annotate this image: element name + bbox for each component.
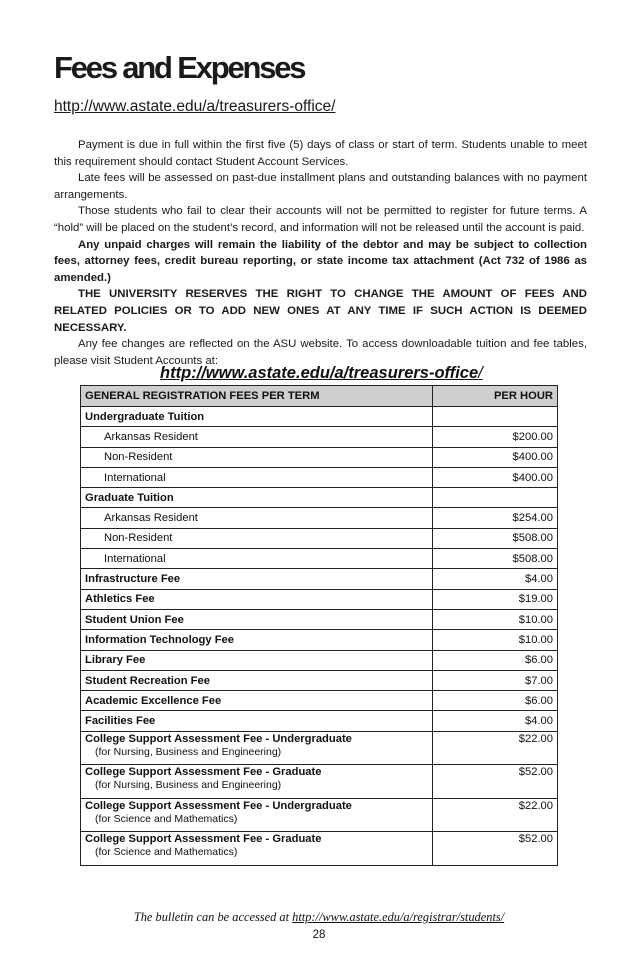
registrar-link[interactable]: http://www.astate.edu/a/registrar/students/ [292,910,505,924]
fee-label: College Support Assessment Fee - Undergraduate [85,799,352,812]
fee-label-cell: International [81,467,433,487]
table-row [81,798,558,832]
fee-label-cell: Academic Excellence Fee [81,691,433,711]
student-accounts-link[interactable] [160,364,483,383]
fee-amount-cell: $508.00 [433,549,558,569]
fee-amount-cell: $52.00 [433,832,558,866]
fee-label-cell: Library Fee [81,650,433,670]
footer-prefix: The bulletin can be accessed at [133,910,293,924]
fee-label-cell: Infrastructure Fee [81,569,433,589]
fee-amount-cell: $10.00 [433,630,558,650]
reserves-right-paragraph: THE UNIVERSITY RESERVES THE RIGHT TO CHANGE THE AMOUNT OF FEES AND RELATED POLICIES OR TO ADD NEW ONES AT ANY TIME IF SUCH ACTION IS DEEMED NECESSARY. [54,288,587,334]
fee-label: College Support Assessment Fee - Graduate [85,766,322,779]
table-row [81,407,558,427]
fee-amount-cell: $4.00 [433,711,558,731]
treasurers-office-link[interactable]: http://www.astate.edu/a/treasurers-office/ [54,98,336,115]
fee-amount-cell: $6.00 [433,650,558,670]
fee-label-cell: Non-Resident [81,447,433,467]
table-row [81,447,558,467]
fee-amount-cell: $10.00 [433,609,558,629]
table-row [81,731,558,765]
hold-paragraph: Those students who fail to clear their accounts will not be permitted to register for future terms. A “hold” will be placed on the student’s record, and information will not be released until the account is paid. [54,205,587,234]
late-fees-paragraph: Late fees will be assessed on past-due installment plans and outstanding balances with no payment arrangements. [54,172,587,201]
fee-amount-cell: $22.00 [433,731,558,765]
table-row [81,488,558,508]
fee-amount-cell: $7.00 [433,670,558,690]
fees-table [80,385,558,866]
policy-text [54,137,587,369]
table-row [81,650,558,670]
header-amount: PER HOUR [433,386,558,407]
fee-amount-cell: $254.00 [433,508,558,528]
table-row [81,691,558,711]
fee-note: (for Nursing, Business and Engineering) [95,779,282,792]
table-row [81,589,558,609]
payment-due-paragraph: Payment is due in full within the first five (5) days of class or start of term. Students unable to meet this requirement should contact Student Account Services. [54,139,587,168]
fee-amount-cell [433,488,558,508]
fee-label-cell: Undergraduate Tuition [81,407,433,427]
page-title: Fees and Expenses [54,50,305,85]
fee-label-cell: Information Technology Fee [81,630,433,650]
student-accounts-link-text: http://www.astate.edu/a/treasurers-office [160,364,479,382]
fee-note: (for Nursing, Business and Engineering) [95,745,282,758]
fee-label-cell: International [81,549,433,569]
fee-amount-cell [433,407,558,427]
table-header-row [81,386,558,407]
fee-amount-cell: $6.00 [433,691,558,711]
table-row [81,508,558,528]
table-row [81,528,558,548]
fee-label-cell: Non-Resident [81,528,433,548]
fee-label-cell: Facilities Fee [81,711,433,731]
fee-label: College Support Assessment Fee - Graduate [85,833,322,846]
fee-amount-cell: $19.00 [433,589,558,609]
fee-amount-cell: $22.00 [433,798,558,832]
table-row [81,832,558,866]
fee-amount-cell: $400.00 [433,447,558,467]
fee-note: (for Science and Mathematics) [95,812,238,825]
table-row [81,467,558,487]
fee-label-cell [81,832,433,866]
table-row [81,569,558,589]
table-row [81,630,558,650]
fee-label-cell: Arkansas Resident [81,427,433,447]
fee-amount-cell: $400.00 [433,467,558,487]
fee-amount-cell: $200.00 [433,427,558,447]
table-row [81,711,558,731]
fee-amount-cell: $52.00 [433,765,558,799]
fee-label-cell [81,731,433,765]
table-row [81,549,558,569]
fee-label-cell: Student Recreation Fee [81,670,433,690]
header-label: GENERAL REGISTRATION FEES PER TERM [81,386,433,407]
unpaid-charges-paragraph: Any unpaid charges will remain the liability of the debtor and may be subject to collection fees, attorney fees, credit bureau reporting, or state income tax attachment (Act 732 of 1986 as amended.) [54,238,587,284]
fee-changes-paragraph: Any fee changes are reflected on the ASU website. To access downloadable tuition and fee tables, please visit Student Accounts at: [54,338,587,367]
fee-label-cell: Athletics Fee [81,589,433,609]
fee-label-cell: Arkansas Resident [81,508,433,528]
table-row [81,670,558,690]
student-accounts-link-slash: / [478,364,483,382]
fee-label: College Support Assessment Fee - Undergraduate [85,732,352,745]
fee-label-cell: Graduate Tuition [81,488,433,508]
table-row [81,609,558,629]
table-row [81,427,558,447]
fee-label-cell [81,765,433,799]
fee-label-cell [81,798,433,832]
fee-amount-cell: $508.00 [433,528,558,548]
fee-amount-cell: $4.00 [433,569,558,589]
fee-label-cell: Student Union Fee [81,609,433,629]
table-row [81,765,558,799]
footer-note [0,910,638,925]
fee-note: (for Science and Mathematics) [95,846,238,859]
page-number: 28 [312,929,326,941]
